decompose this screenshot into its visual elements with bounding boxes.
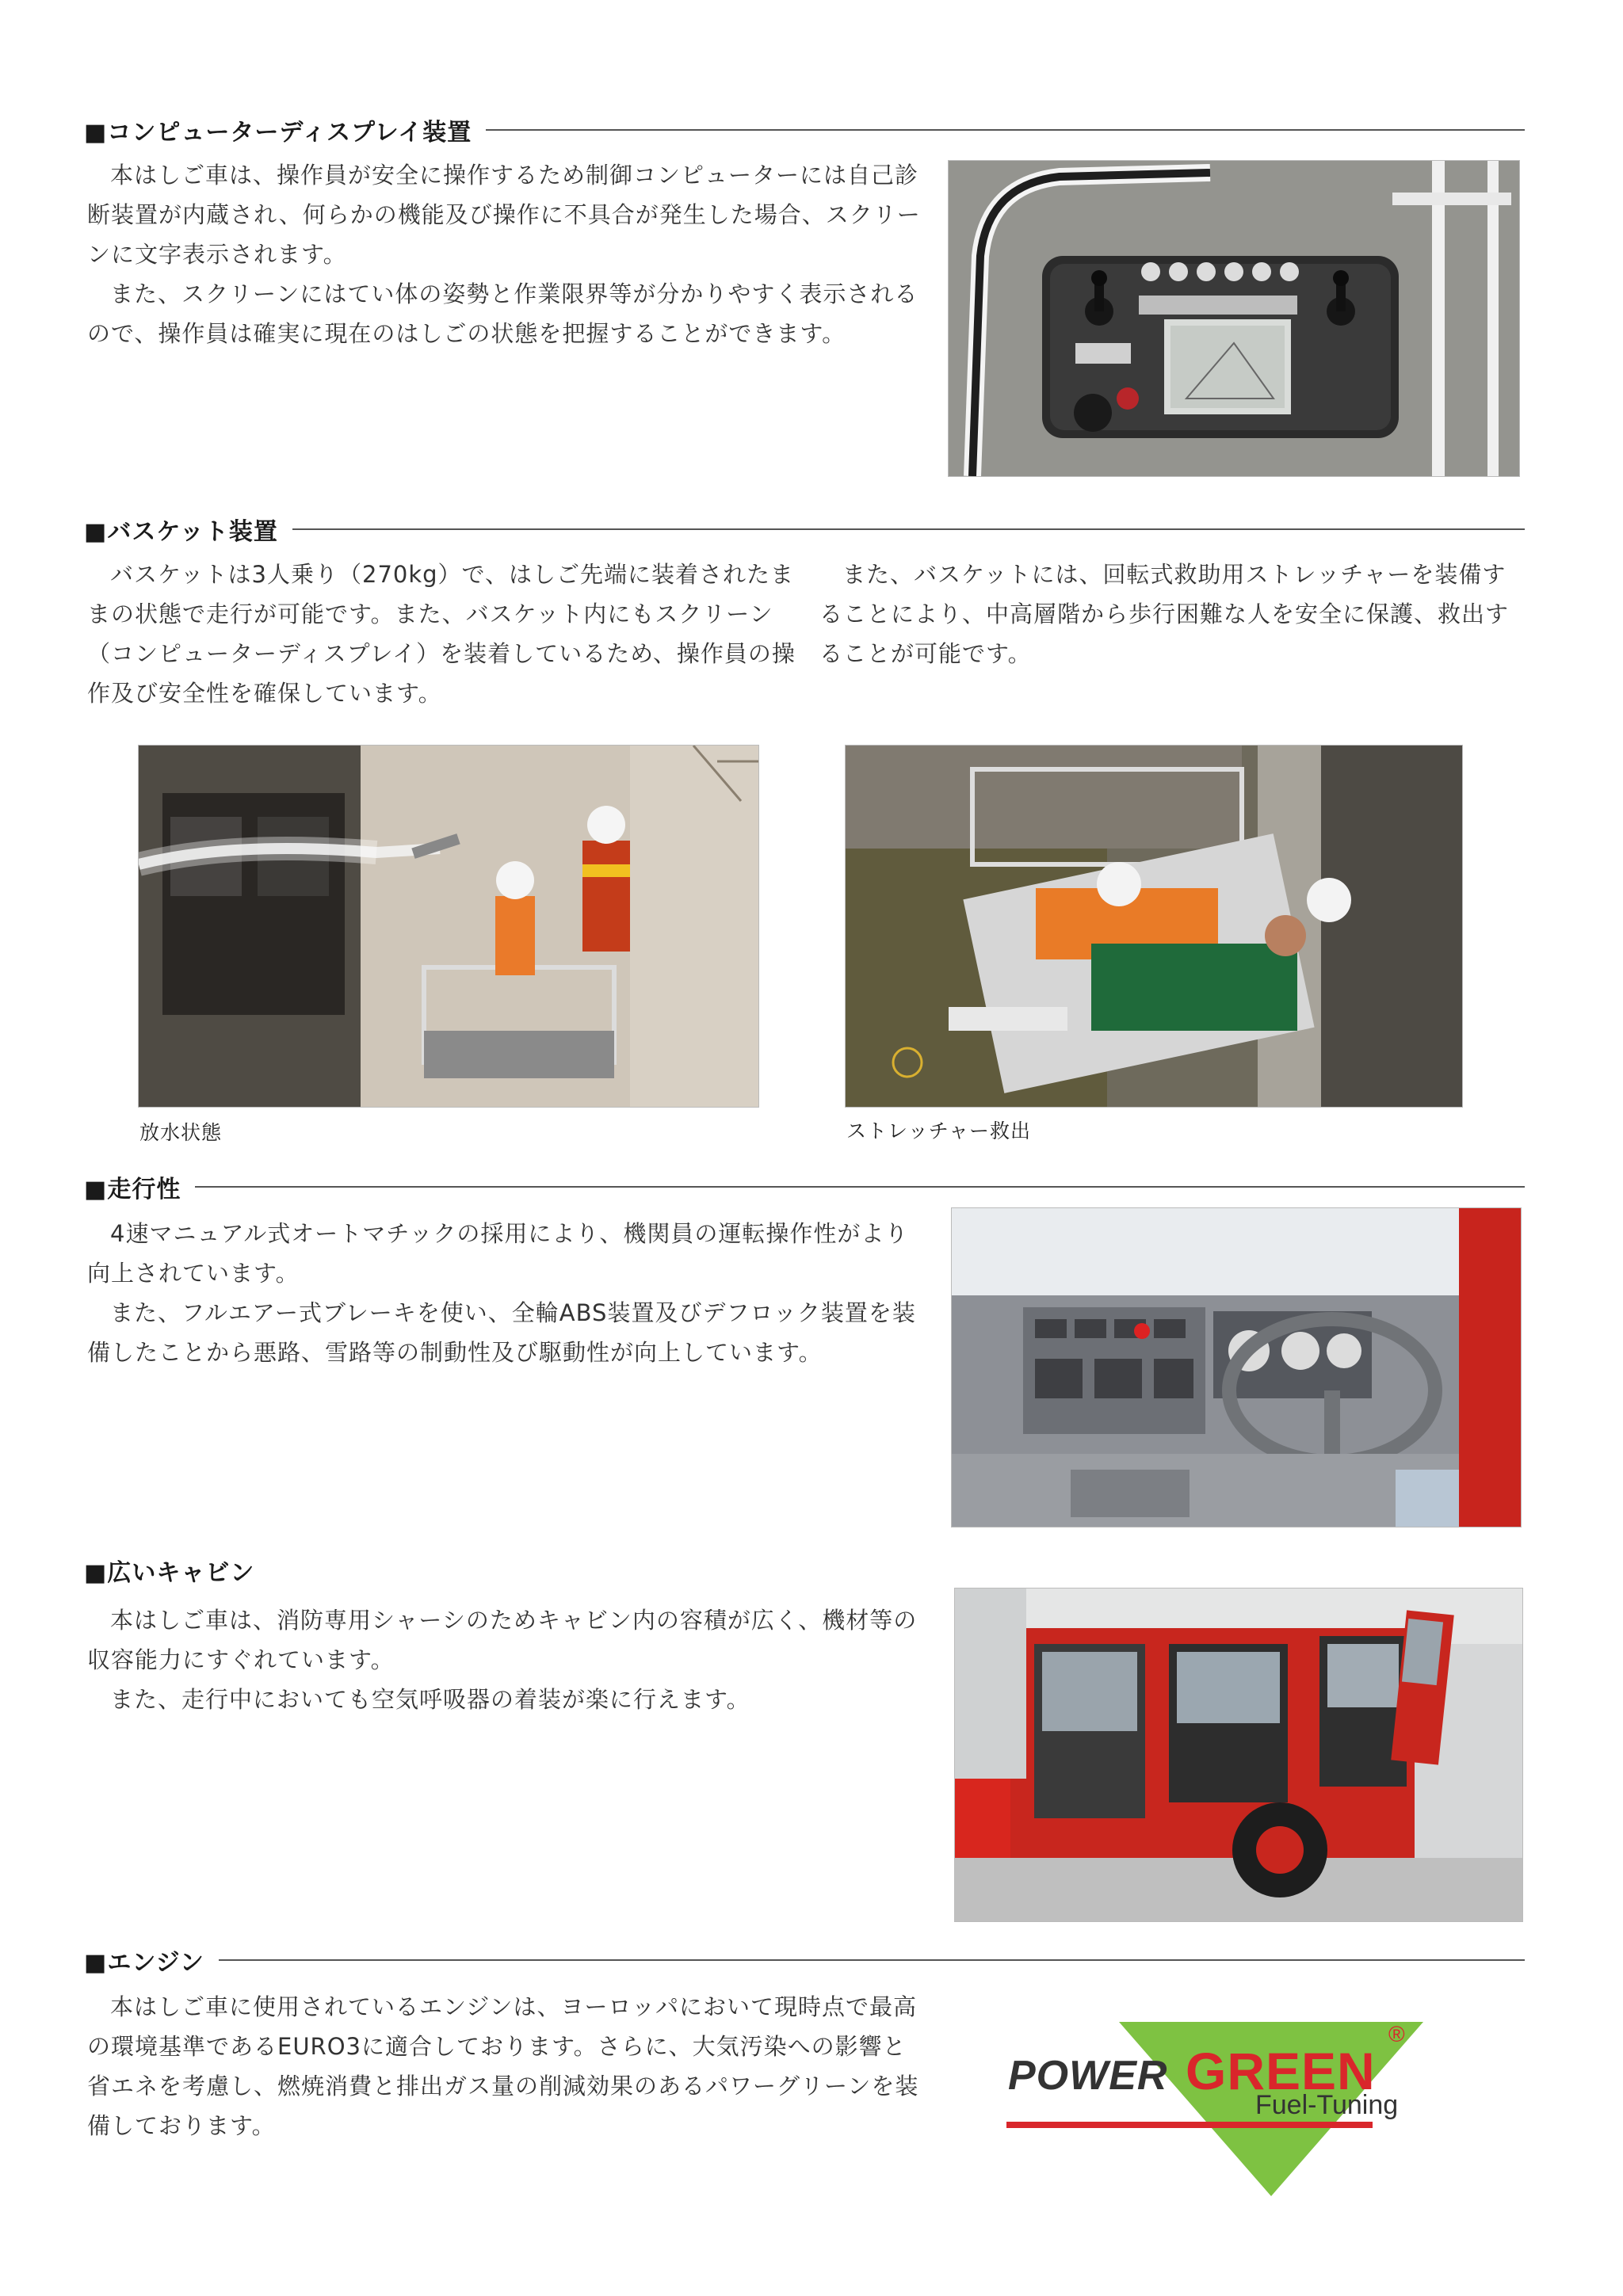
- logo-power-text: POWER: [1008, 2053, 1168, 2099]
- display-text: [87, 155, 921, 353]
- water-spray-photo: [138, 745, 759, 1108]
- section-header-cabin: [84, 1553, 1525, 1588]
- dashboard-photo: [951, 1207, 1522, 1527]
- section-header-display: [84, 113, 1525, 147]
- section-title-basket: ■バスケット装置: [84, 518, 278, 546]
- stretcher-rescue-photo: [845, 745, 1463, 1108]
- logo-green-text: GREEN: [1186, 2042, 1376, 2100]
- power-green-logo: [1003, 2019, 1439, 2201]
- engine-text: [87, 1987, 921, 2145]
- section-title-engine: ■エンジン: [84, 1949, 204, 1977]
- display-paragraph-1: 本はしご車は、操作員が安全に操作するため制御コンピューターには自己診断装置が内蔵され、何らかの機能及び操作に不具合が発生した場合、スクリーンに文字表示されます。: [87, 162, 921, 268]
- logo-fuel-tuning-text: Fuel-Tuning: [1255, 2090, 1399, 2120]
- control-panel-photo: [948, 160, 1520, 477]
- cabin-paragraph-2: また、走行中においても空気呼吸器の着装が楽に行えます。: [110, 1686, 750, 1713]
- section-title-cabin: ■広いキャビン: [84, 1559, 255, 1587]
- logo-registered-mark: ®: [1388, 2022, 1405, 2046]
- basket-text-left: [87, 555, 797, 713]
- basket-paragraph-2: また、バスケットには、回転式救助用ストレッチャーを装備することにより、中高層階から歩行困難な人を安全に保護、救出することが可能です。: [819, 561, 1510, 667]
- driving-text: [87, 1214, 921, 1372]
- caption-water-spray: 放水状態: [139, 1121, 223, 1144]
- section-header-engine: [84, 1943, 1525, 1978]
- display-paragraph-2: また、スクリーンにはてい体の姿勢と作業限界等が分かりやすく表示されるので、操作員は確実に現在のはしごの状態を把握することができます。: [87, 280, 918, 347]
- cabin-text: [87, 1600, 921, 1719]
- section-header-driving: [84, 1169, 1525, 1204]
- engine-paragraph-1: 本はしご車に使用されているエンジンは、ヨーロッパにおいて現時点で最高の環境基準であるEURO3に適合しております。さらに、大気汚染への影響と省エネを考慮し、燃焼消費と排出ガス量の削減効果のあるパワーグリーンを装備しております。: [87, 1993, 919, 2139]
- section-title-driving: ■走行性: [84, 1176, 181, 1203]
- basket-text-right: [819, 555, 1520, 673]
- divider: [219, 1959, 1525, 1961]
- driving-paragraph-1: 4速マニュアル式オートマチックの採用により、機関員の運転操作性がより向上されています。: [87, 1220, 909, 1287]
- basket-paragraph-1: バスケットは3人乗り（270kg）で、はしご先端に装着されたままの状態で走行が可能です。また、バスケット内にもスクリーン（コンピューターディスプレイ）を装着しているため、操作員の操作及び安全性を確保しています。: [87, 561, 796, 707]
- section-title-display: ■コンピューターディスプレイ装置: [84, 119, 472, 147]
- cabin-photo: [954, 1588, 1523, 1922]
- caption-stretcher-rescue: ストレッチャー救出: [846, 1119, 1032, 1142]
- driving-paragraph-2: また、フルエアー式ブレーキを使い、全輪ABS装置及びデフロック装置を装備したことから悪路、雪路等の制動性及び駆動性が向上しています。: [87, 1299, 916, 1366]
- divider: [195, 1186, 1525, 1188]
- cabin-paragraph-1: 本はしご車は、消防専用シャーシのためキャビン内の容積が広く、機材等の収容能力にすぐれています。: [87, 1607, 918, 1673]
- divider: [292, 528, 1525, 530]
- section-header-basket: [84, 512, 1525, 547]
- divider: [486, 129, 1525, 131]
